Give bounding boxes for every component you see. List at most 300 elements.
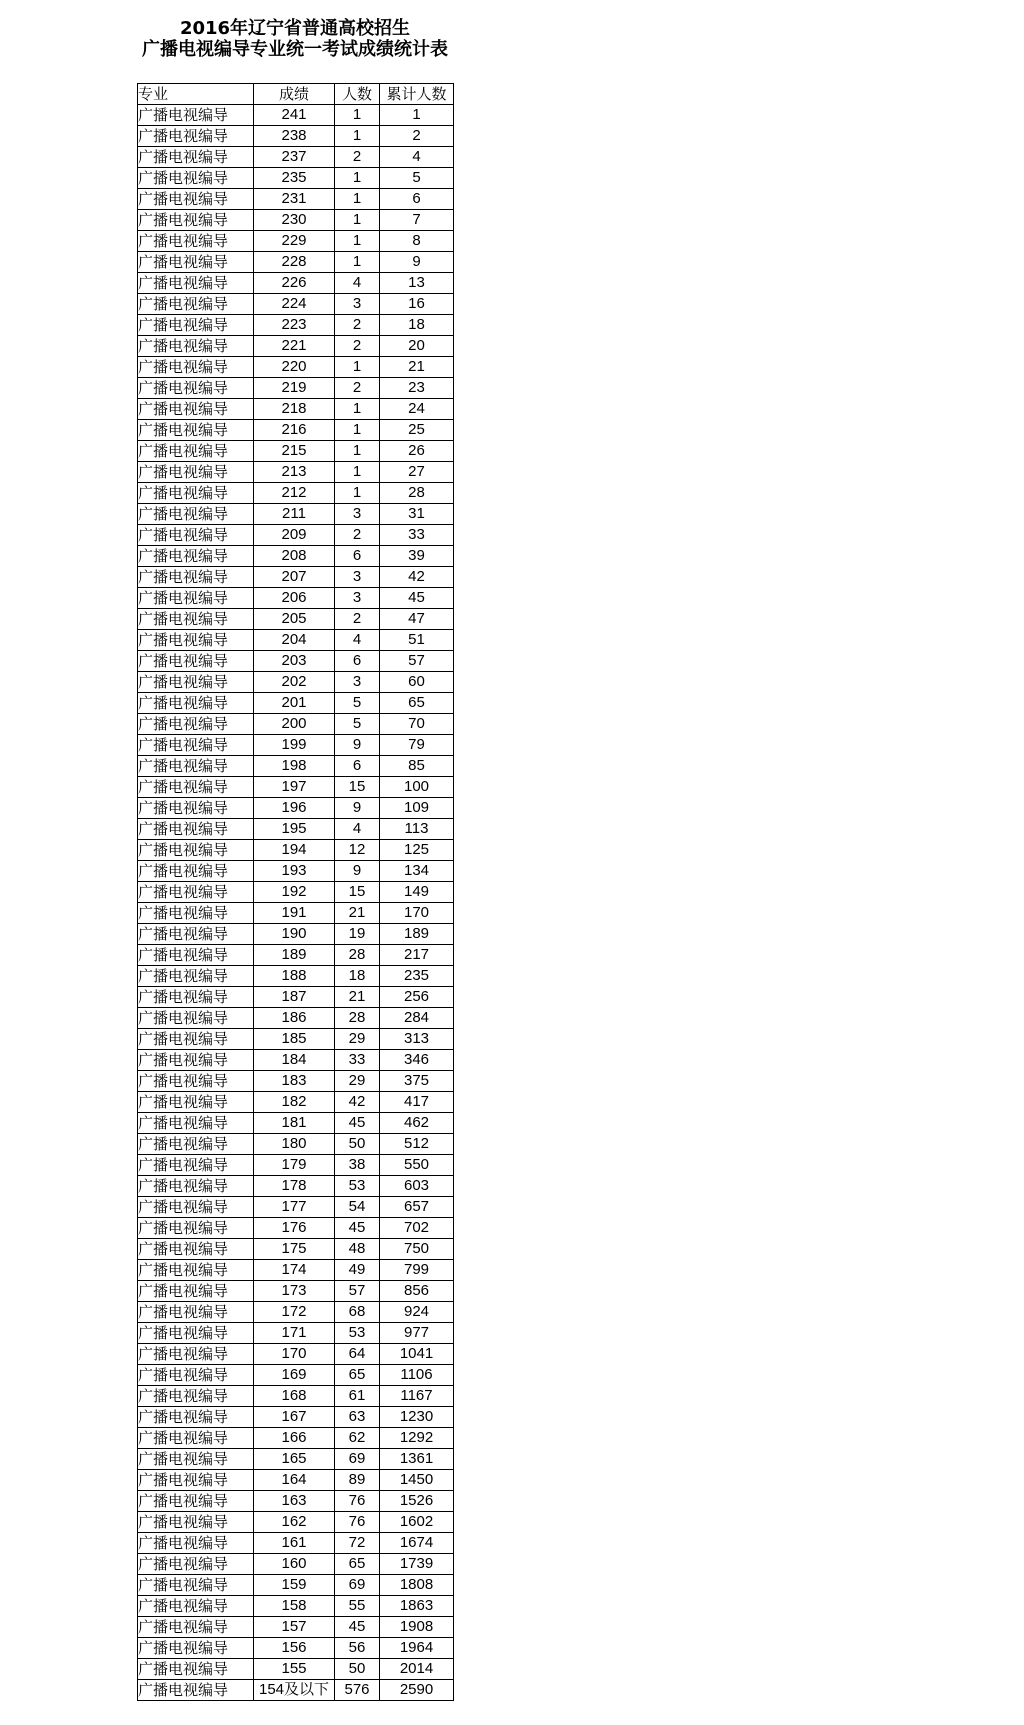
score-cell: 183 (254, 1071, 335, 1092)
major-cell: 广播电视编导 (138, 609, 254, 630)
table-row (138, 1197, 454, 1218)
table-row (138, 315, 454, 336)
score-cell: 213 (254, 462, 335, 483)
cumulative-cell: 16 (380, 294, 454, 315)
score-cell: 176 (254, 1218, 335, 1239)
major-cell: 广播电视编导 (138, 1575, 254, 1596)
count-cell: 1 (335, 126, 380, 147)
score-cell: 163 (254, 1491, 335, 1512)
major-cell: 广播电视编导 (138, 1638, 254, 1659)
score-cell: 188 (254, 966, 335, 987)
score-cell: 173 (254, 1281, 335, 1302)
count-cell: 2 (335, 525, 380, 546)
major-cell: 广播电视编导 (138, 1239, 254, 1260)
count-cell: 3 (335, 567, 380, 588)
major-cell: 广播电视编导 (138, 756, 254, 777)
score-cell: 235 (254, 168, 335, 189)
cumulative-cell: 2590 (380, 1680, 454, 1701)
cumulative-cell: 1041 (380, 1344, 454, 1365)
major-cell: 广播电视编导 (138, 462, 254, 483)
table-row (138, 798, 454, 819)
document-page (137, 18, 453, 1701)
table-row (138, 420, 454, 441)
count-cell: 3 (335, 588, 380, 609)
major-cell: 广播电视编导 (138, 693, 254, 714)
score-cell: 238 (254, 126, 335, 147)
table-row (138, 126, 454, 147)
cumulative-cell: 550 (380, 1155, 454, 1176)
score-cell: 202 (254, 672, 335, 693)
table-row (138, 1302, 454, 1323)
major-cell: 广播电视编导 (138, 924, 254, 945)
major-cell: 广播电视编导 (138, 1008, 254, 1029)
count-cell: 48 (335, 1239, 380, 1260)
score-cell: 241 (254, 105, 335, 126)
count-cell: 21 (335, 987, 380, 1008)
score-cell: 160 (254, 1554, 335, 1575)
cumulative-cell: 1292 (380, 1428, 454, 1449)
count-cell: 54 (335, 1197, 380, 1218)
table-row (138, 336, 454, 357)
table-row (138, 462, 454, 483)
table-row (138, 1092, 454, 1113)
score-cell: 228 (254, 252, 335, 273)
major-cell: 广播电视编导 (138, 399, 254, 420)
table-row (138, 231, 454, 252)
table-row (138, 1386, 454, 1407)
major-cell: 广播电视编导 (138, 819, 254, 840)
score-cell: 198 (254, 756, 335, 777)
cumulative-cell: 149 (380, 882, 454, 903)
table-row (138, 1176, 454, 1197)
score-cell: 224 (254, 294, 335, 315)
major-cell: 广播电视编导 (138, 546, 254, 567)
major-cell: 广播电视编导 (138, 1071, 254, 1092)
major-cell: 广播电视编导 (138, 1155, 254, 1176)
count-cell: 45 (335, 1218, 380, 1239)
cumulative-cell: 1230 (380, 1407, 454, 1428)
count-cell: 2 (335, 315, 380, 336)
cumulative-cell: 1964 (380, 1638, 454, 1659)
score-cell: 156 (254, 1638, 335, 1659)
table-row (138, 1491, 454, 1512)
score-cell: 189 (254, 945, 335, 966)
table-row (138, 651, 454, 672)
table-row (138, 1113, 454, 1134)
count-cell: 76 (335, 1491, 380, 1512)
major-cell: 广播电视编导 (138, 315, 254, 336)
score-cell: 154及以下 (254, 1680, 335, 1701)
table-row (138, 924, 454, 945)
count-cell: 56 (335, 1638, 380, 1659)
major-cell: 广播电视编导 (138, 231, 254, 252)
major-cell: 广播电视编导 (138, 1407, 254, 1428)
table-row (138, 1218, 454, 1239)
table-row (138, 1470, 454, 1491)
score-cell: 218 (254, 399, 335, 420)
cumulative-cell: 702 (380, 1218, 454, 1239)
table-row (138, 294, 454, 315)
table-row (138, 399, 454, 420)
table-row (138, 819, 454, 840)
score-cell: 221 (254, 336, 335, 357)
count-cell: 2 (335, 378, 380, 399)
major-cell: 广播电视编导 (138, 1659, 254, 1680)
table-row (138, 1554, 454, 1575)
count-cell: 57 (335, 1281, 380, 1302)
count-cell: 89 (335, 1470, 380, 1491)
cumulative-cell: 85 (380, 756, 454, 777)
score-cell: 170 (254, 1344, 335, 1365)
table-row (138, 567, 454, 588)
count-cell: 1 (335, 105, 380, 126)
cumulative-cell: 1808 (380, 1575, 454, 1596)
count-cell: 2 (335, 147, 380, 168)
cumulative-cell: 657 (380, 1197, 454, 1218)
count-cell: 50 (335, 1134, 380, 1155)
count-cell: 3 (335, 504, 380, 525)
count-cell: 61 (335, 1386, 380, 1407)
cumulative-cell: 47 (380, 609, 454, 630)
count-cell: 6 (335, 546, 380, 567)
page-title (137, 18, 453, 60)
cumulative-cell: 924 (380, 1302, 454, 1323)
count-cell: 63 (335, 1407, 380, 1428)
cumulative-cell: 57 (380, 651, 454, 672)
score-cell: 184 (254, 1050, 335, 1071)
table-row (138, 105, 454, 126)
count-cell: 55 (335, 1596, 380, 1617)
major-cell: 广播电视编导 (138, 882, 254, 903)
count-cell: 15 (335, 777, 380, 798)
score-cell: 199 (254, 735, 335, 756)
cumulative-cell: 60 (380, 672, 454, 693)
count-cell: 3 (335, 294, 380, 315)
count-cell: 72 (335, 1533, 380, 1554)
table-row (138, 189, 454, 210)
count-cell: 53 (335, 1323, 380, 1344)
score-cell: 191 (254, 903, 335, 924)
score-cell: 207 (254, 567, 335, 588)
table-row (138, 1323, 454, 1344)
major-cell: 广播电视编导 (138, 189, 254, 210)
cumulative-cell: 1167 (380, 1386, 454, 1407)
major-cell: 广播电视编导 (138, 336, 254, 357)
count-cell: 28 (335, 945, 380, 966)
major-cell: 广播电视编导 (138, 1596, 254, 1617)
table-row (138, 483, 454, 504)
cumulative-cell: 51 (380, 630, 454, 651)
table-row (138, 672, 454, 693)
cumulative-cell: 18 (380, 315, 454, 336)
table-row (138, 378, 454, 399)
major-cell: 广播电视编导 (138, 294, 254, 315)
count-cell: 65 (335, 1365, 380, 1386)
major-cell: 广播电视编导 (138, 1680, 254, 1701)
score-table (137, 83, 454, 1701)
cumulative-cell: 28 (380, 483, 454, 504)
major-cell: 广播电视编导 (138, 840, 254, 861)
table-row (138, 1344, 454, 1365)
score-cell: 194 (254, 840, 335, 861)
score-cell: 200 (254, 714, 335, 735)
table-row (138, 504, 454, 525)
score-cell: 165 (254, 1449, 335, 1470)
cumulative-cell: 109 (380, 798, 454, 819)
count-cell: 1 (335, 210, 380, 231)
score-cell: 167 (254, 1407, 335, 1428)
table-row (138, 1365, 454, 1386)
table-row (138, 1449, 454, 1470)
table-row (138, 1575, 454, 1596)
header-score: 成绩 (254, 84, 335, 105)
cumulative-cell: 134 (380, 861, 454, 882)
cumulative-cell: 2014 (380, 1659, 454, 1680)
table-row (138, 1680, 454, 1701)
count-cell: 64 (335, 1344, 380, 1365)
cumulative-cell: 375 (380, 1071, 454, 1092)
major-cell: 广播电视编导 (138, 357, 254, 378)
count-cell: 45 (335, 1617, 380, 1638)
cumulative-cell: 20 (380, 336, 454, 357)
cumulative-cell: 1361 (380, 1449, 454, 1470)
table-row (138, 966, 454, 987)
cumulative-cell: 1674 (380, 1533, 454, 1554)
count-cell: 9 (335, 861, 380, 882)
header-row (138, 84, 454, 105)
cumulative-cell: 603 (380, 1176, 454, 1197)
cumulative-cell: 5 (380, 168, 454, 189)
cumulative-cell: 462 (380, 1113, 454, 1134)
table-row (138, 693, 454, 714)
score-cell: 231 (254, 189, 335, 210)
table-row (138, 714, 454, 735)
major-cell: 广播电视编导 (138, 105, 254, 126)
count-cell: 1 (335, 252, 380, 273)
score-cell: 237 (254, 147, 335, 168)
count-cell: 45 (335, 1113, 380, 1134)
cumulative-cell: 2 (380, 126, 454, 147)
table-row (138, 441, 454, 462)
score-cell: 211 (254, 504, 335, 525)
table-row (138, 525, 454, 546)
score-cell: 229 (254, 231, 335, 252)
major-cell: 广播电视编导 (138, 588, 254, 609)
cumulative-cell: 33 (380, 525, 454, 546)
score-cell: 216 (254, 420, 335, 441)
table-row (138, 1596, 454, 1617)
score-cell: 159 (254, 1575, 335, 1596)
major-cell: 广播电视编导 (138, 1302, 254, 1323)
count-cell: 4 (335, 630, 380, 651)
count-cell: 1 (335, 357, 380, 378)
score-cell: 201 (254, 693, 335, 714)
count-cell: 1 (335, 168, 380, 189)
major-cell: 广播电视编导 (138, 1512, 254, 1533)
cumulative-cell: 24 (380, 399, 454, 420)
score-cell: 185 (254, 1029, 335, 1050)
cumulative-cell: 313 (380, 1029, 454, 1050)
score-cell: 158 (254, 1596, 335, 1617)
score-cell: 166 (254, 1428, 335, 1449)
score-cell: 172 (254, 1302, 335, 1323)
score-cell: 203 (254, 651, 335, 672)
count-cell: 42 (335, 1092, 380, 1113)
cumulative-cell: 1863 (380, 1596, 454, 1617)
cumulative-cell: 42 (380, 567, 454, 588)
cumulative-cell: 4 (380, 147, 454, 168)
count-cell: 65 (335, 1554, 380, 1575)
major-cell: 广播电视编导 (138, 966, 254, 987)
cumulative-cell: 65 (380, 693, 454, 714)
major-cell: 广播电视编导 (138, 903, 254, 924)
cumulative-cell: 7 (380, 210, 454, 231)
major-cell: 广播电视编导 (138, 1617, 254, 1638)
count-cell: 49 (335, 1260, 380, 1281)
count-cell: 1 (335, 399, 380, 420)
score-cell: 187 (254, 987, 335, 1008)
count-cell: 21 (335, 903, 380, 924)
count-cell: 1 (335, 441, 380, 462)
count-cell: 3 (335, 672, 380, 693)
major-cell: 广播电视编导 (138, 1554, 254, 1575)
cumulative-cell: 256 (380, 987, 454, 1008)
count-cell: 62 (335, 1428, 380, 1449)
major-cell: 广播电视编导 (138, 483, 254, 504)
cumulative-cell: 25 (380, 420, 454, 441)
major-cell: 广播电视编导 (138, 273, 254, 294)
table-row (138, 252, 454, 273)
count-cell: 1 (335, 189, 380, 210)
count-cell: 5 (335, 693, 380, 714)
table-row (138, 861, 454, 882)
cumulative-cell: 284 (380, 1008, 454, 1029)
table-row (138, 609, 454, 630)
table-row (138, 1134, 454, 1155)
count-cell: 38 (335, 1155, 380, 1176)
table-row (138, 168, 454, 189)
table-row (138, 147, 454, 168)
table-row (138, 1155, 454, 1176)
score-cell: 182 (254, 1092, 335, 1113)
score-cell: 223 (254, 315, 335, 336)
cumulative-cell: 346 (380, 1050, 454, 1071)
table-row (138, 756, 454, 777)
major-cell: 广播电视编导 (138, 147, 254, 168)
cumulative-cell: 21 (380, 357, 454, 378)
cumulative-cell: 1450 (380, 1470, 454, 1491)
score-cell: 180 (254, 1134, 335, 1155)
table-row (138, 945, 454, 966)
table-row (138, 1071, 454, 1092)
table-row (138, 1260, 454, 1281)
table-row (138, 1512, 454, 1533)
major-cell: 广播电视编导 (138, 441, 254, 462)
cumulative-cell: 9 (380, 252, 454, 273)
score-cell: 193 (254, 861, 335, 882)
cumulative-cell: 45 (380, 588, 454, 609)
table-row (138, 1281, 454, 1302)
major-cell: 广播电视编导 (138, 378, 254, 399)
count-cell: 33 (335, 1050, 380, 1071)
score-cell: 177 (254, 1197, 335, 1218)
cumulative-cell: 1602 (380, 1512, 454, 1533)
major-cell: 广播电视编导 (138, 777, 254, 798)
count-cell: 576 (335, 1680, 380, 1701)
count-cell: 28 (335, 1008, 380, 1029)
score-cell: 157 (254, 1617, 335, 1638)
table-row (138, 1659, 454, 1680)
table-row (138, 840, 454, 861)
major-cell: 广播电视编导 (138, 1449, 254, 1470)
score-cell: 168 (254, 1386, 335, 1407)
table-row (138, 1008, 454, 1029)
cumulative-cell: 8 (380, 231, 454, 252)
table-row (138, 1638, 454, 1659)
cumulative-cell: 23 (380, 378, 454, 399)
score-cell: 192 (254, 882, 335, 903)
cumulative-cell: 1 (380, 105, 454, 126)
score-cell: 162 (254, 1512, 335, 1533)
cumulative-cell: 31 (380, 504, 454, 525)
header-count: 人数 (335, 84, 380, 105)
major-cell: 广播电视编导 (138, 126, 254, 147)
score-cell: 164 (254, 1470, 335, 1491)
major-cell: 广播电视编导 (138, 651, 254, 672)
count-cell: 5 (335, 714, 380, 735)
score-cell: 178 (254, 1176, 335, 1197)
count-cell: 1 (335, 483, 380, 504)
table-row (138, 777, 454, 798)
count-cell: 1 (335, 420, 380, 441)
major-cell: 广播电视编导 (138, 1050, 254, 1071)
cumulative-cell: 417 (380, 1092, 454, 1113)
count-cell: 29 (335, 1071, 380, 1092)
cumulative-cell: 235 (380, 966, 454, 987)
count-cell: 18 (335, 966, 380, 987)
score-cell: 205 (254, 609, 335, 630)
cumulative-cell: 1739 (380, 1554, 454, 1575)
score-cell: 206 (254, 588, 335, 609)
count-cell: 12 (335, 840, 380, 861)
table-row (138, 1533, 454, 1554)
major-cell: 广播电视编导 (138, 945, 254, 966)
major-cell: 广播电视编导 (138, 987, 254, 1008)
major-cell: 广播电视编导 (138, 1092, 254, 1113)
table-row (138, 630, 454, 651)
major-cell: 广播电视编导 (138, 252, 254, 273)
count-cell: 2 (335, 609, 380, 630)
table-row (138, 1029, 454, 1050)
score-cell: 195 (254, 819, 335, 840)
score-cell: 220 (254, 357, 335, 378)
major-cell: 广播电视编导 (138, 1134, 254, 1155)
major-cell: 广播电视编导 (138, 420, 254, 441)
count-cell: 9 (335, 798, 380, 819)
score-cell: 175 (254, 1239, 335, 1260)
cumulative-cell: 750 (380, 1239, 454, 1260)
score-cell: 226 (254, 273, 335, 294)
count-cell: 19 (335, 924, 380, 945)
major-cell: 广播电视编导 (138, 168, 254, 189)
table-row (138, 588, 454, 609)
table-row (138, 987, 454, 1008)
major-cell: 广播电视编导 (138, 504, 254, 525)
count-cell: 4 (335, 819, 380, 840)
header-cumulative: 累计人数 (380, 84, 454, 105)
major-cell: 广播电视编导 (138, 1281, 254, 1302)
table-row (138, 210, 454, 231)
